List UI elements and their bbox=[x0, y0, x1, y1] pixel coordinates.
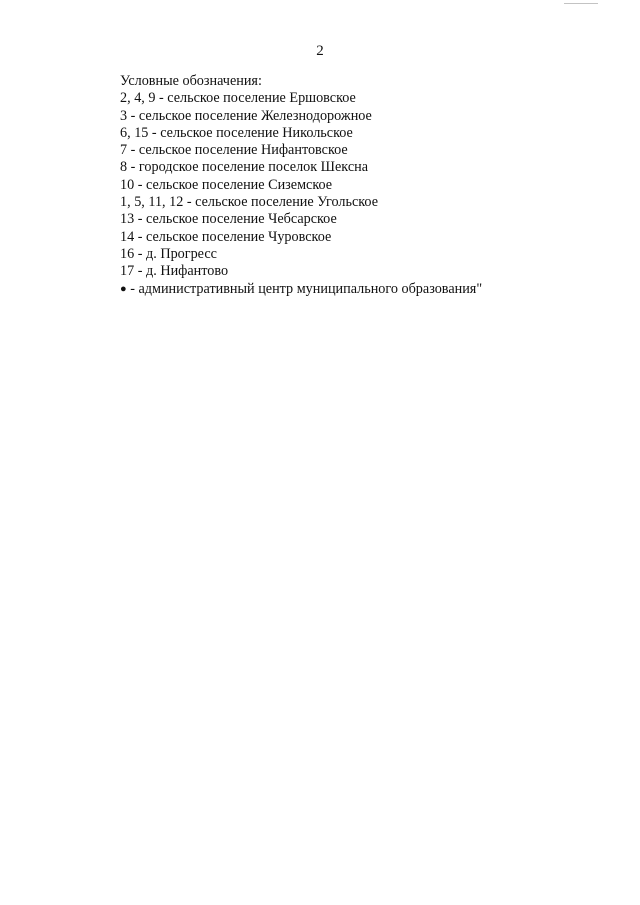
legend bbox=[120, 73, 620, 298]
bullet-icon: ● bbox=[120, 282, 127, 295]
legend-item: 10 - сельское поселение Сиземское bbox=[120, 176, 333, 193]
legend-item: 17 - д. Нифантово bbox=[120, 263, 229, 280]
legend-item: 8 - городское поселение поселок Шексна bbox=[120, 159, 369, 176]
legend-title: Условные обозначения: bbox=[120, 73, 262, 89]
legend-item: 2, 4, 9 - сельское поселение Ершовское bbox=[120, 90, 356, 107]
legend-item: 6, 15 - сельское поселение Никольское bbox=[120, 124, 353, 141]
legend-item: 1, 5, 11, 12 - сельское поселение Угольское bbox=[120, 194, 378, 211]
legend-item: 14 - сельское поселение Чуровское bbox=[120, 228, 332, 245]
legend-item: 16 - д. Прогресс bbox=[120, 245, 217, 262]
legend-item: 7 - сельское поселение Нифантовское bbox=[120, 142, 348, 159]
legend-item: 13 - сельское поселение Чебсарское bbox=[120, 211, 337, 228]
legend-item: 3 - сельское поселение Железнодорожное bbox=[120, 107, 372, 124]
legend-bullet-item bbox=[120, 281, 620, 298]
scan-edge-mark bbox=[564, 0, 598, 4]
legend-bullet-text: - административный центр муниципального образования" bbox=[126, 280, 483, 297]
page-number: 2 bbox=[316, 43, 324, 59]
